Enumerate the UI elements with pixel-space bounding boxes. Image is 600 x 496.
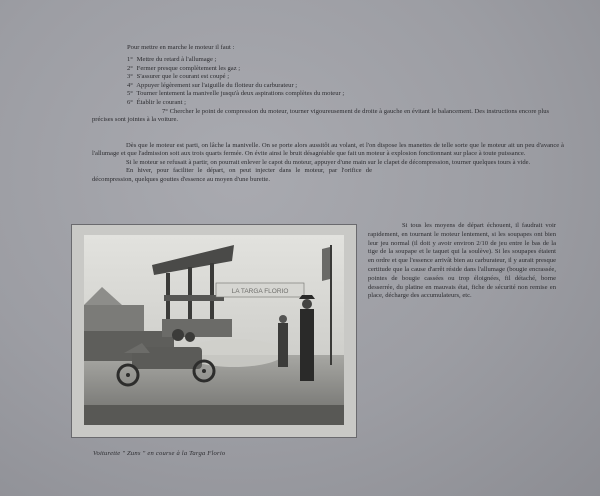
- step-item: 4° Appuyer légèrement sur l'aiguille du flotteur du carburateur ;: [127, 81, 298, 89]
- step-item: 1° Mettre du retard à l'allumage ;: [127, 56, 217, 63]
- steps-list: [92, 56, 567, 125]
- step-item: 3° S'assurer que le courant est coupé ;: [127, 73, 230, 81]
- race-photo-frame: [71, 224, 357, 438]
- intro-line: Pour mettre en marche le moteur il faut :: [127, 44, 235, 51]
- paragraph: Si tous les moyens de départ échouent, il faudrait voir rapidement, en tournant le moteur lentement, si les soupapes ont bien leur jeu normal (il doit y avoir environ 2/10 de jeu entre le bas de la tige de la soupape et le taquet qui la soulève). Si les soupapes étaient en ordre et que l'essence arrivât bien au carburateur, il y aurait presque certitude que la cause d'arrêt réside dans l'allumage (bougie encrassée, pointes de bougie cassées ou trop éloignées, fil détaché, borne desserrée, du platine en mauvais état, fiche de sécurité non remise en place, décharge des accumulateurs, etc.: [368, 222, 556, 300]
- step-item: 2° Fermer presque complètement les gaz ;: [127, 64, 241, 72]
- photo-caption: Voiturette " Zuns " en course à la Targa Florio: [93, 450, 226, 457]
- race-photo: [84, 235, 344, 425]
- step-item: 5° Tourner lentement la manivelle jusqu'à deux aspirations complètes du moteur ;: [127, 90, 345, 98]
- paragraph: Dès que le moteur est parti, on lâche la manivelle. On se porte alors aussitôt au volant, et l'on dispose les manettes de telle sorte que le moteur ait un peu d'avance à l'allumage et que l'admission soit aux trois quarts fermée. On évite ainsi le bruit désagréable que fait un moteur à explosion fonctionnant sur place à toute puissance.: [92, 142, 564, 158]
- step-item: 7° Chercher le point de compression du moteur, tourner vigoureusement de droite à gauche en évitant le balancement. Des instructions encore plus précises sont jointes à la voiture.: [92, 107, 550, 124]
- step-item: 6° Établir le courant ;: [127, 98, 186, 106]
- paragraph: En hiver, pour faciliter le départ, on peut injecter dans le moteur, par l'orifice de décompression, quelques gouttes d'essence au moyen d'une burette.: [92, 167, 372, 183]
- banner-text: LA TARGA FLORIO: [231, 288, 289, 295]
- instructions-body: [92, 142, 564, 184]
- paragraph: Si le moteur se refusait à partir, on pourrait enlever le capot du moteur, appuyer d'une main sur le clapet de décompression, tourner quelques tours à vide.: [126, 158, 531, 166]
- right-column: [368, 222, 556, 301]
